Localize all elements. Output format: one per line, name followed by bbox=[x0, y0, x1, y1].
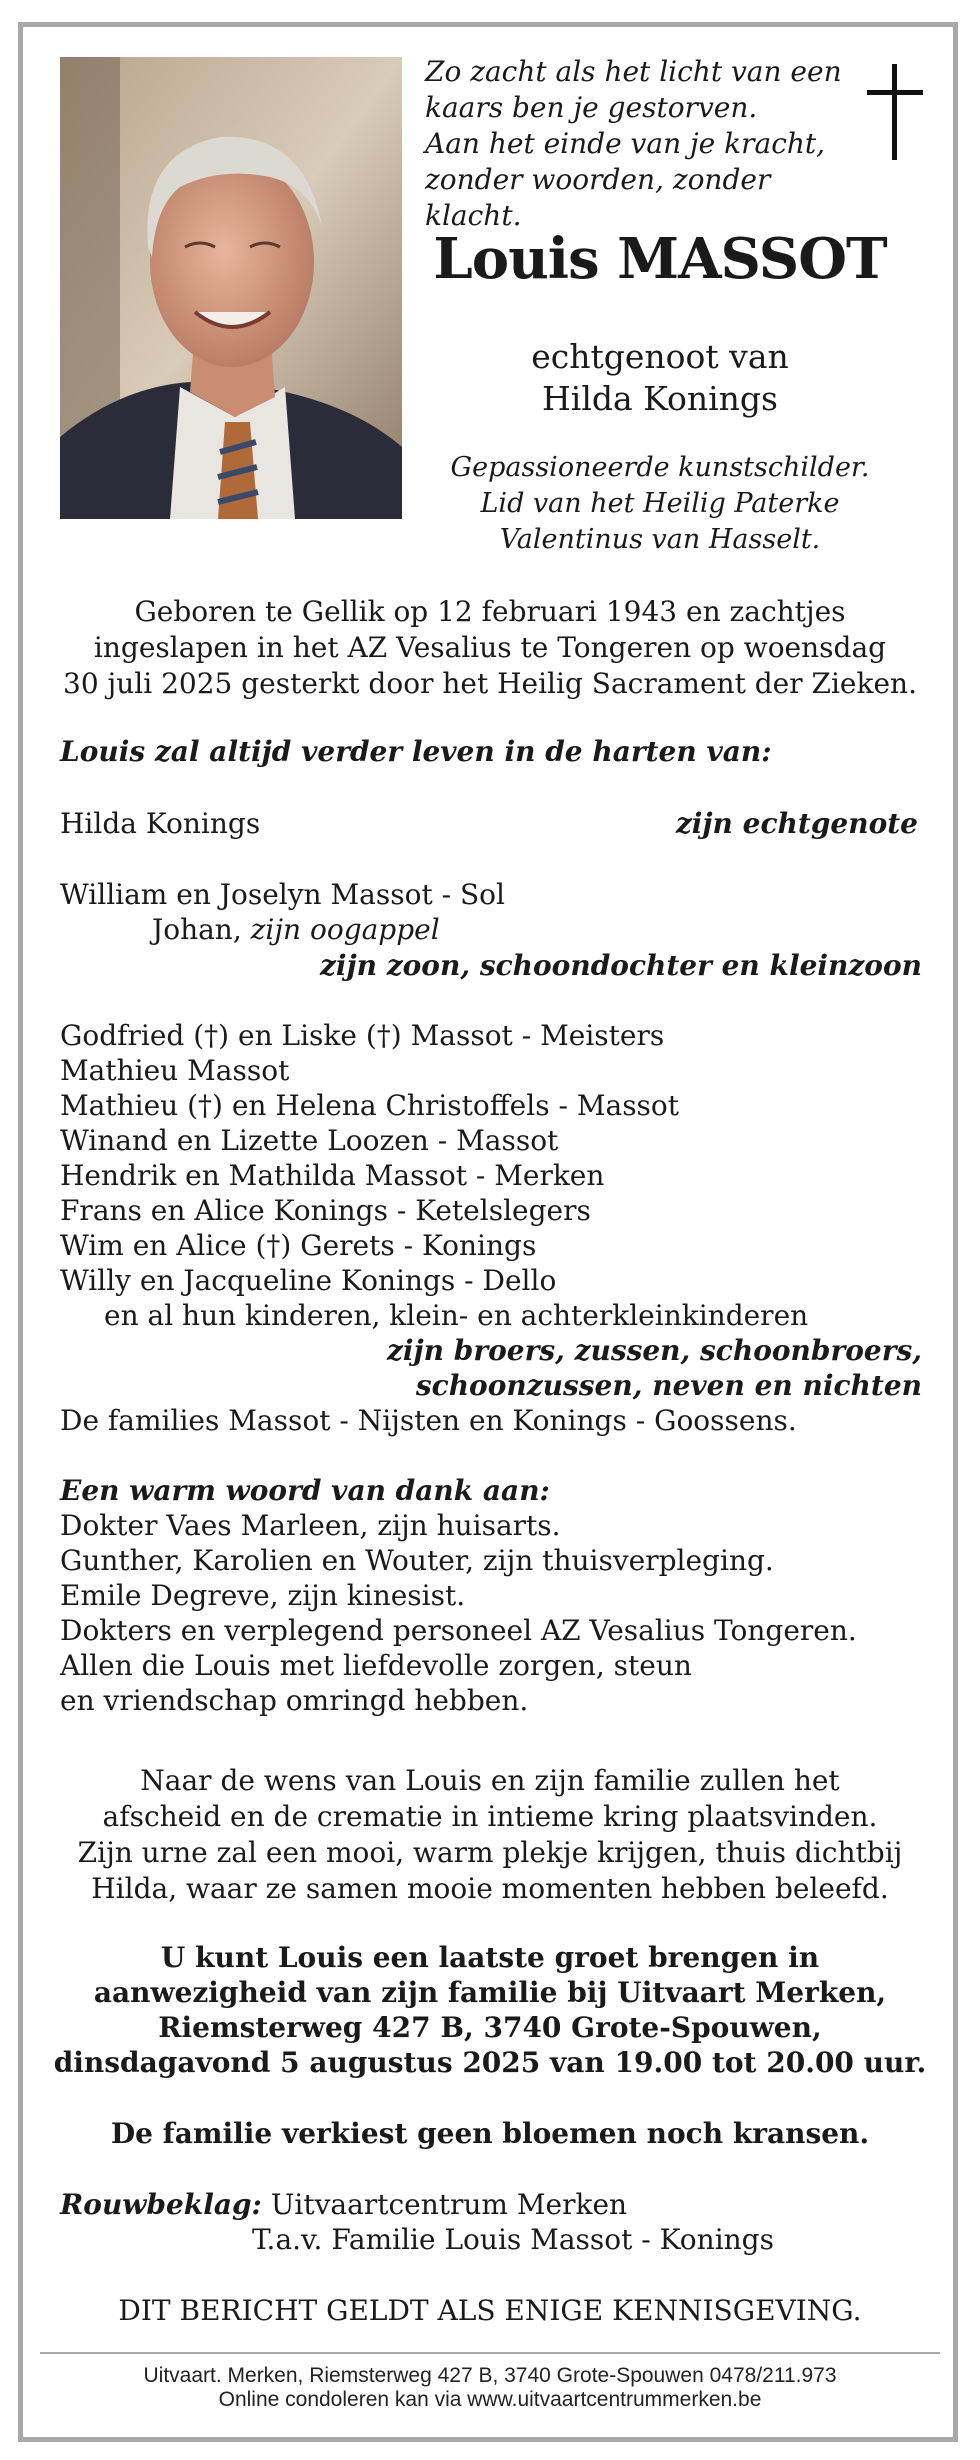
sibling-line: Wim en Alice (†) Gerets - Konings bbox=[60, 1229, 537, 1262]
sibling-line: Godfried (†) en Liske (†) Massot - Meisters bbox=[60, 1019, 665, 1052]
text-line: 30 juli 2025 gesterkt door het Heilig Sacrament der Zieken. bbox=[63, 667, 917, 700]
relation bbox=[420, 336, 900, 420]
text-line: Geboren te Gellik op 12 februari 1943 en zachtjes bbox=[134, 595, 846, 628]
poem bbox=[425, 54, 845, 234]
condolence-line1: Uitvaartcentrum Merken bbox=[270, 2188, 628, 2221]
text-line: Riemsterweg 427 B, 3740 Grote-Spouwen, bbox=[158, 2011, 822, 2044]
latin-cross-icon bbox=[867, 64, 923, 160]
hearts-heading: Louis zal altijd verder leven in de harten van: bbox=[60, 735, 772, 768]
thanks-line: Emile Degreve, zijn kinesist. bbox=[60, 1579, 466, 1612]
condolence-line2: T.a.v. Familie Louis Massot - Konings bbox=[252, 2223, 774, 2256]
son-role: zijn zoon, schoondochter en kleinzoon bbox=[319, 949, 922, 982]
footer-divider bbox=[40, 2352, 940, 2354]
spouse-name: Hilda Konings bbox=[60, 807, 261, 840]
text-line: Hilda, waar ze samen mooie momenten hebben beleefd. bbox=[91, 1872, 889, 1905]
son-name: William en Joselyn Massot - Sol bbox=[60, 878, 505, 911]
text-line: aanwezigheid van zijn familie bij Uitvaart Merken, bbox=[93, 1976, 887, 2009]
relation-line: echtgenoot van bbox=[531, 337, 789, 376]
siblings-children: en al hun kinderen, klein- en achterkleinkinderen bbox=[104, 1299, 809, 1332]
notice-text: DIT BERICHT GELDT ALS ENIGE KENNISGEVING. bbox=[118, 2294, 862, 2327]
bio-line: Lid van het Heilig Paterke bbox=[480, 488, 840, 519]
thanks-line: en vriendschap omringd hebben. bbox=[60, 1684, 529, 1717]
grandson-note: zijn oogappel bbox=[250, 913, 440, 946]
thanks-heading: Een warm woord van dank aan: bbox=[60, 1474, 550, 1507]
thanks-line: Dokter Vaes Marleen, zijn huisarts. bbox=[60, 1509, 561, 1542]
text-line: dinsdagavond 5 augustus 2025 van 19.00 tot 20.00 uur. bbox=[53, 2046, 927, 2079]
condolence-label: Rouwbeklag: bbox=[60, 2188, 262, 2221]
deceased-name: Louis MASSOT bbox=[433, 226, 887, 292]
footer-address: Uitvaart. Merken, Riemsterweg 427 B, 3740 Grote-Spouwen 0478/211.973 bbox=[143, 2364, 837, 2387]
siblings-role: zijn broers, zussen, schoonbroers, bbox=[386, 1334, 922, 1367]
sibling-line: Hendrik en Mathilda Massot - Merken bbox=[60, 1159, 605, 1192]
text-line: Naar de wens van Louis en zijn familie zullen het bbox=[140, 1764, 840, 1797]
text-line: Zijn urne zal een mooi, warm plekje krijgen, thuis dichtbij bbox=[77, 1836, 903, 1869]
poem-line: zonder woorden, zonder klacht. bbox=[425, 163, 771, 232]
thanks-line: Gunther, Karolien en Wouter, zijn thuisverpleging. bbox=[60, 1544, 774, 1577]
poem-line: Aan het einde van je kracht, bbox=[425, 127, 826, 160]
siblings-role: schoonzussen, neven en nichten bbox=[415, 1369, 922, 1402]
wishes-text bbox=[40, 1763, 940, 1907]
sibling-line: Mathieu Massot bbox=[60, 1054, 290, 1087]
text-line: U kunt Louis een laatste groet brengen in bbox=[160, 1941, 820, 1974]
text-line: afscheid en de crematie in intieme kring plaatsvinden. bbox=[102, 1800, 878, 1833]
no-flowers-text: De familie verkiest geen bloemen noch kransen. bbox=[110, 2117, 870, 2150]
visitation-text bbox=[40, 1940, 940, 2080]
bio-line: Valentinus van Hasselt. bbox=[499, 524, 821, 555]
grandson bbox=[152, 913, 440, 947]
poem-line: Zo zacht als het licht van een bbox=[425, 55, 842, 88]
text-line: ingeslapen in het AZ Vesalius te Tongeren op woensdag bbox=[93, 631, 887, 664]
thanks-line: Dokters en verplegend personeel AZ Vesalius Tongeren. bbox=[60, 1614, 857, 1647]
grandson-name: Johan, bbox=[152, 913, 242, 946]
sibling-line: Willy en Jacqueline Konings - Dello bbox=[60, 1264, 557, 1297]
birth-death-text bbox=[40, 594, 940, 702]
families-line: De families Massot - Nijsten en Konings - Goossens. bbox=[60, 1404, 797, 1437]
portrait-photo bbox=[60, 57, 402, 519]
sibling-line: Mathieu (†) en Helena Christoffels - Massot bbox=[60, 1089, 680, 1122]
condolence bbox=[60, 2188, 627, 2222]
spouse-role: zijn echtgenote bbox=[675, 807, 918, 840]
relation-spouse: Hilda Konings bbox=[542, 379, 778, 418]
footer-website: Online condoleren kan via www.uitvaartcentrummerken.be bbox=[218, 2388, 762, 2411]
bio-line: Gepassioneerde kunstschilder. bbox=[450, 452, 870, 483]
poem-line: kaars ben je gestorven. bbox=[425, 91, 758, 124]
thanks-line: Allen die Louis met liefdevolle zorgen, steun bbox=[60, 1649, 692, 1682]
bio bbox=[420, 450, 900, 558]
sibling-line: Winand en Lizette Loozen - Massot bbox=[60, 1124, 559, 1157]
sibling-line: Frans en Alice Konings - Ketelslegers bbox=[60, 1194, 591, 1227]
